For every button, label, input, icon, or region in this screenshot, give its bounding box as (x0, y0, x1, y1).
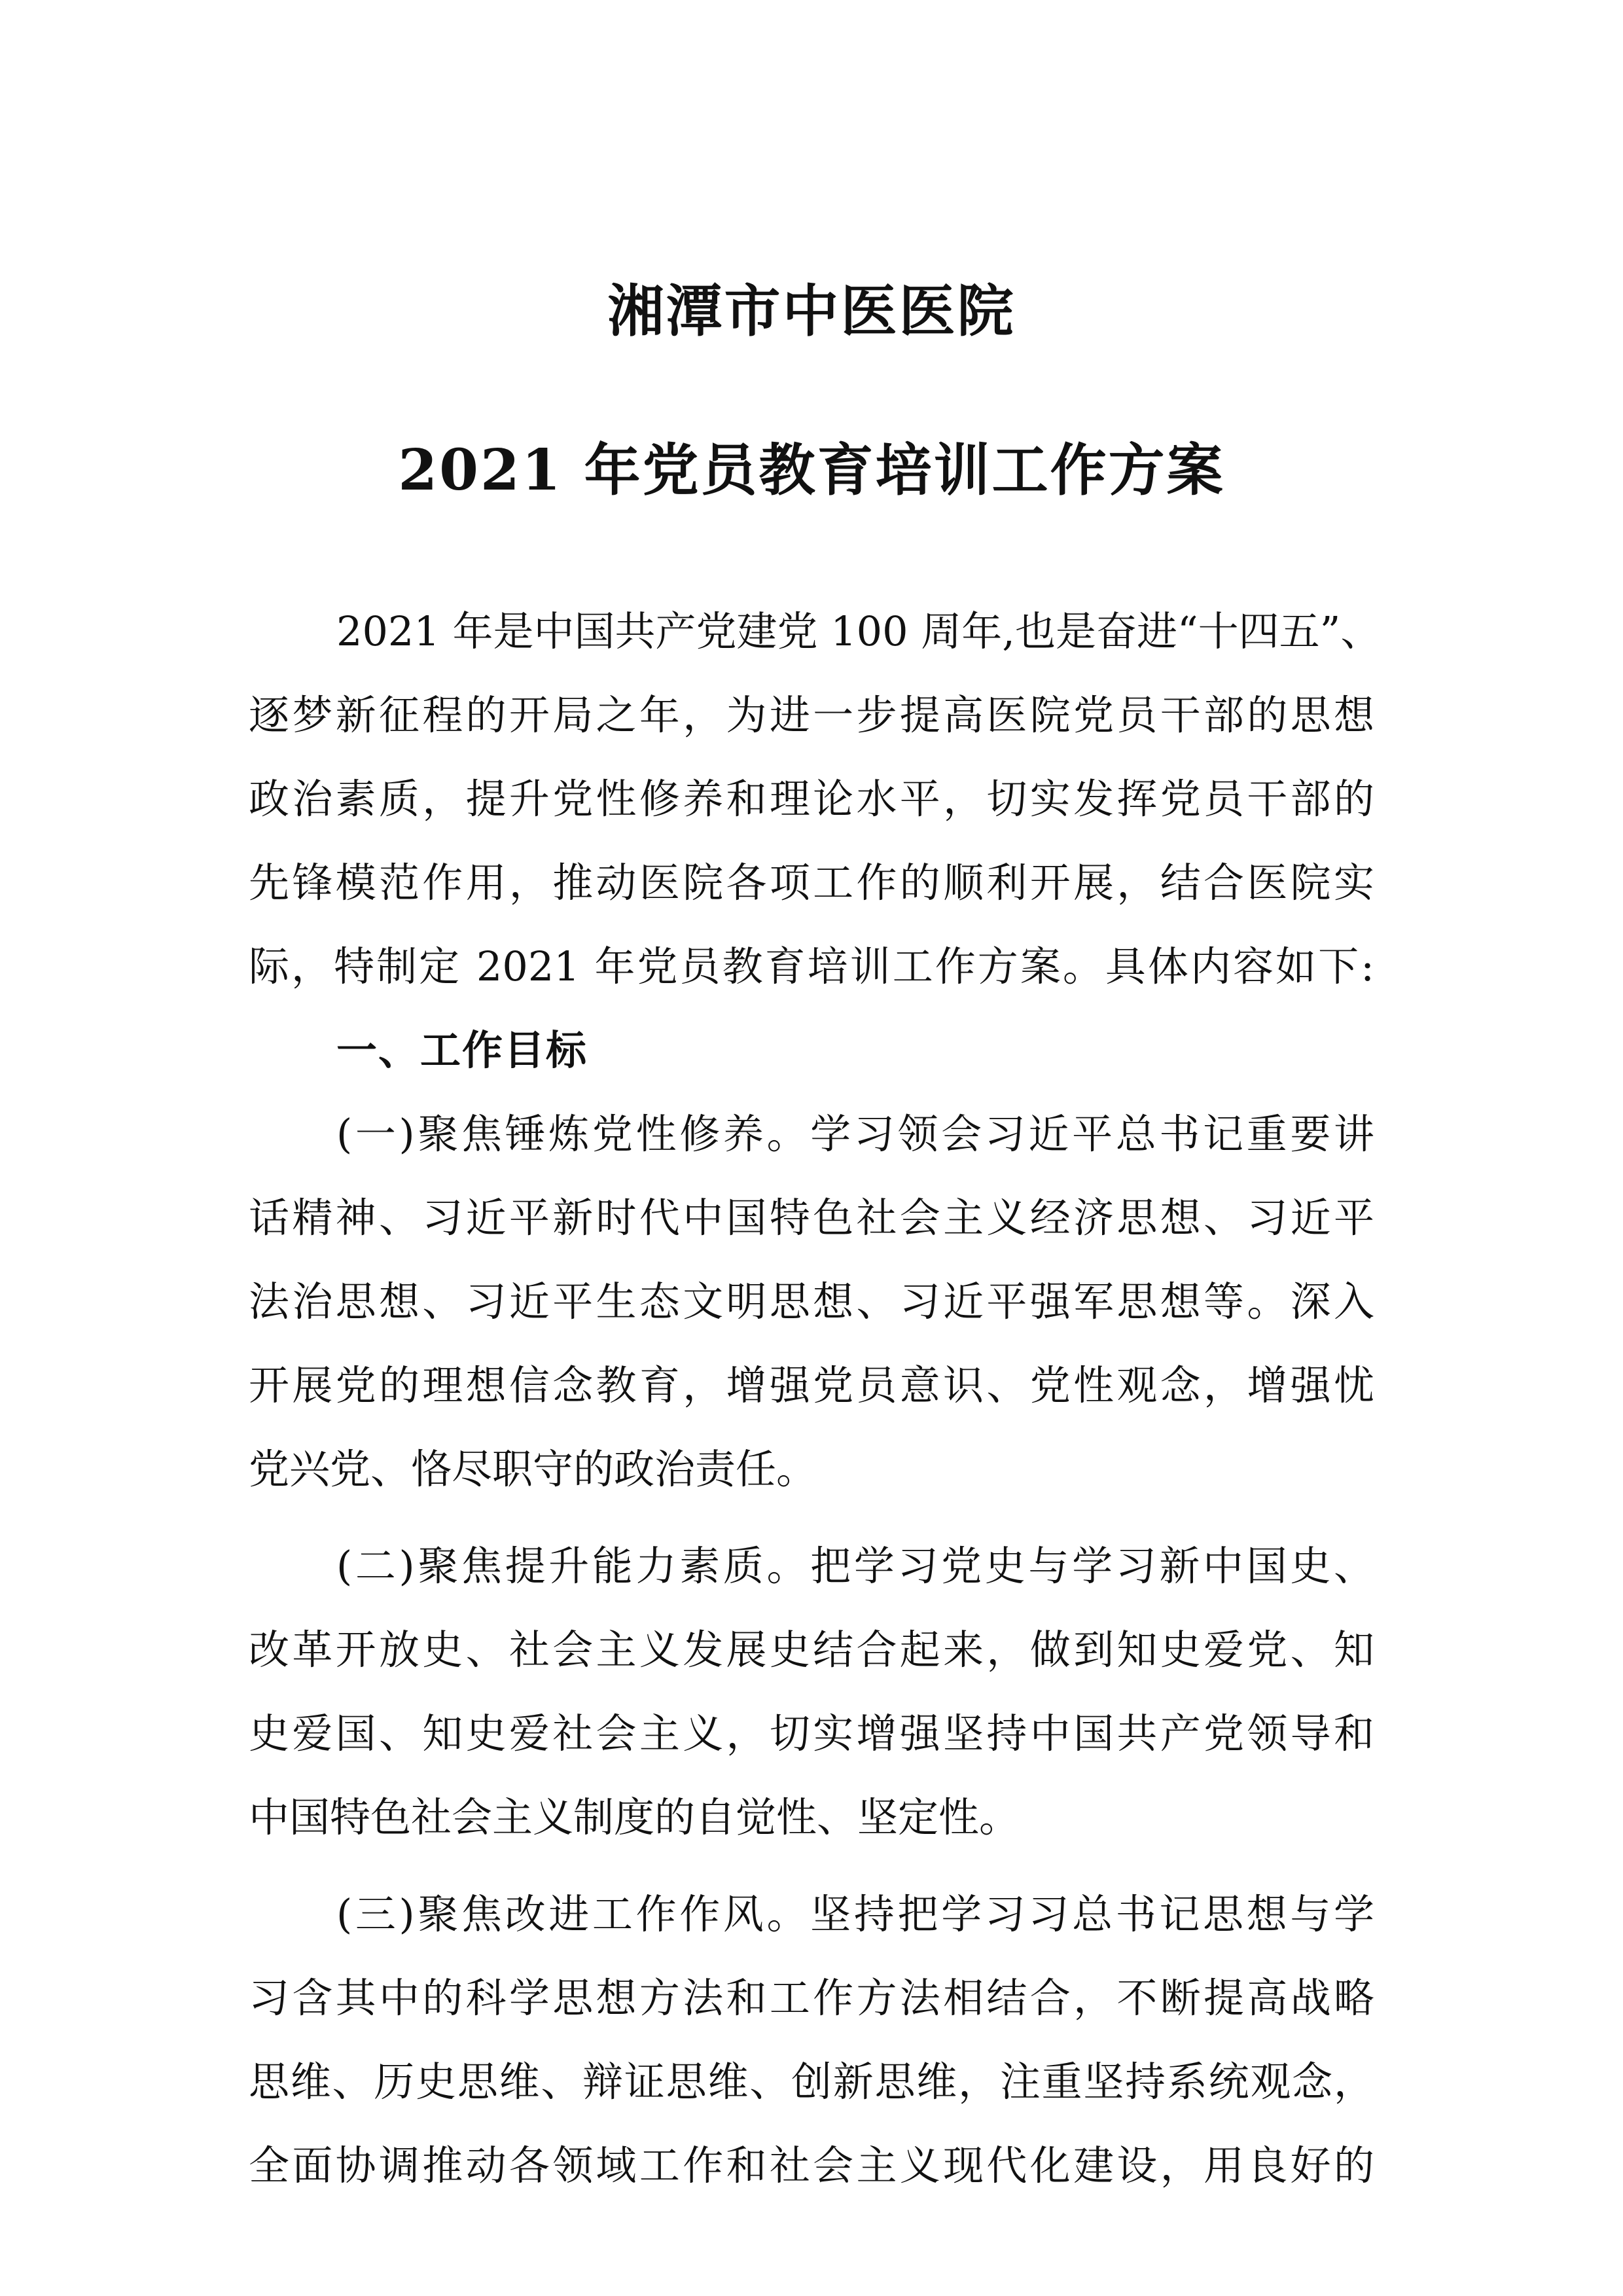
body-line: 际，特制定 2021 年党员教育培训工作方案。具体内容如下: (249, 942, 1374, 990)
body-line: 习含其中的科学思想方法和工作方法相结合，不断提高战略 (249, 1974, 1374, 2022)
body-line: 2021 年是中国共产党建党 100 周年,也是奋进“十四五”、 (336, 607, 1382, 655)
document-title-line1: 湘潭市中医医院 (607, 278, 1016, 344)
body-line: (一)聚焦锤炼党性修养。学习领会习近平总书记重要讲 (336, 1110, 1374, 1158)
body-line: (三)聚焦改进工作作风。坚持把学习习总书记思想与学 (336, 1890, 1374, 1938)
document-title-line2: 2021 年党员教育培训工作方案 (398, 437, 1225, 503)
body-line: 逐梦新征程的开局之年，为进一步提高医院党员干部的思想 (249, 691, 1374, 739)
intro-paragraph (249, 590, 1382, 1009)
body-line: (二)聚焦提升能力素质。把学习党史与学习新中国史、 (336, 1542, 1374, 1590)
body-line: 政治素质，提升党性修养和理论水平，切实发挥党员干部的 (249, 775, 1374, 823)
body-line: 史爱国、知史爱社会主义，切实增强坚持中国共产党领导和 (249, 1710, 1374, 1757)
body-line: 思维、历史思维、辩证思维、创新思维，注重坚持系统观念， (249, 2058, 1374, 2106)
body-line: 全面协调推动各领域工作和社会主义现代化建设，用良好的 (249, 2142, 1374, 2189)
objective-item-1 (249, 1092, 1374, 1511)
body-line: 话精神、习近平新时代中国特色社会主义经济思想、习近平 (249, 1194, 1374, 1242)
body-line: 改革开放史、社会主义发展史结合起来，做到知史爱党、知 (249, 1626, 1374, 1674)
objective-item-3 (249, 1873, 1374, 2208)
body-line: 法治思想、习近平生态文明思想、习近平强军思想等。深入 (249, 1278, 1374, 1325)
body-line: 开展党的理想信念教育，增强党员意识、党性观念，增强忧 (249, 1361, 1374, 1409)
body-line: 党兴党、恪尽职守的政治责任。 (249, 1445, 817, 1493)
section-heading: 一、工作目标 (336, 1026, 588, 1074)
body-line: 中国特色社会主义制度的自觉性、坚定性。 (249, 1793, 1020, 1841)
body-line: 先锋模范作用，推动医院各项工作的顺利开展，结合医院实 (249, 859, 1374, 906)
objective-item-2 (249, 1524, 1374, 1859)
document-body (249, 590, 1382, 2221)
